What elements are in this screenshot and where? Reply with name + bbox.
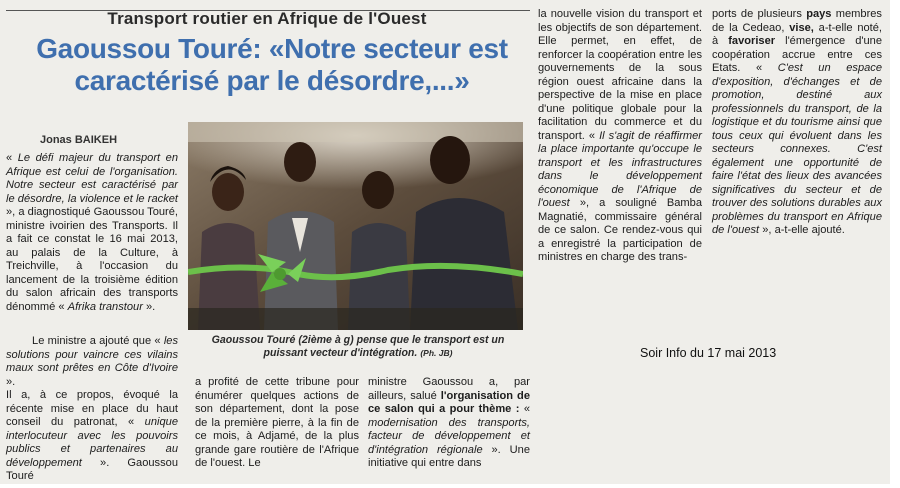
text-run: a-t-elle noté, à: [712, 21, 882, 47]
paragraph: [6, 389, 178, 484]
text-run: l'émergence d'une coopération accrue entre ces Etats. «: [712, 35, 882, 74]
article-column-1: [6, 152, 178, 314]
text-run: «: [6, 152, 18, 164]
paragraph: [712, 8, 882, 238]
paragraph: [6, 335, 178, 389]
quote-run: modernisation des transports, facteur de développement et d'intégration régionale: [368, 416, 530, 456]
quote-run: Le défi majeur du transport en Afrique est celui de l'organisation. Notre secteur est caractérisé par le désordre, la violence et le racket: [6, 152, 178, 205]
ceiling: [188, 122, 523, 142]
text-run: ministre Gaoussou a, par ailleurs, salué: [368, 376, 530, 402]
text-run: Il a, à ce propos, évoqué la récente mise en place du haut conseil du patronat, «: [6, 389, 178, 428]
text-run: ». Gaoussou Touré: [6, 456, 178, 482]
paragraph: a profité de cette tribune pour énumérer quelques actions de son département, dont la pose de la première pierre, à la fin de ce mois, à Adjamé, de la plus grande gare routière de l'Afrique de l'ouest. Le: [195, 376, 359, 469]
quote-run: C'est un espace d'exposition, d'échanges et de promotion, destiné aux professionnels du transport, de la logistique et du tourisme ainsi que tous ceux qui évoluent dans les secteurs connexes. C'est également une opportunité de faire l'état des lieux des avancées significatives du secteur et de trouver des solutions durables aux problèmes du transport en Afrique de l'ouest: [712, 62, 882, 236]
text-run: ».: [6, 375, 16, 388]
text-run: », a souligné Bamba Magnatié, commissaire général de ce salon. Ce rendez-vous qui a enregistré la participation de ministres en charge des trans-: [538, 197, 702, 263]
article-column-2: [195, 376, 359, 471]
article-column-5: [712, 8, 882, 238]
bold-run: l'organisation de ce salon qui a pour thème :: [368, 389, 530, 415]
ribbon-cutting-photo: [188, 122, 523, 330]
headline-line-1: Gaoussou Touré: «Notre secteur est: [36, 33, 508, 64]
photo-credit: (Ph. JB): [420, 348, 453, 358]
bold-run: favoriser: [728, 35, 776, 47]
quote-run: Afrika transtour: [67, 300, 143, 313]
paragraph: [6, 152, 178, 314]
text-run: Le ministre a ajouté que «: [32, 335, 164, 347]
foreground-shadow: [188, 308, 523, 330]
text-run: la nouvelle vision du transport et les objectifs de son département. Elle permet, en effet, de renforcer la coopération entre les gouvernements de la sous région ouest africaine dans la perspective de la mise en place d'une politique globale pour la facilitation du commerce et du transport. «: [538, 8, 702, 142]
photo-caption: [190, 334, 526, 360]
quote-run: unique interlocuteur avec les pouvoirs publics et partenaires au développement: [6, 416, 178, 469]
article-photo: [188, 122, 523, 330]
text-run: », a-t-elle ajouté.: [759, 224, 845, 236]
byline: Jonas BAIKEH: [40, 134, 118, 146]
text-run: ». Une initiative qui entre dans: [368, 443, 530, 469]
article-kicker: Transport routier en Afrique de l'Ouest: [107, 9, 427, 28]
article-headline: [12, 33, 532, 97]
caption-text: Gaoussou Touré (2ième à g) pense que le transport est un puissant vecteur d'intégration.: [211, 334, 505, 359]
headline-line-2: caractérisé par le désordre,...»: [74, 65, 470, 96]
text-run: membres de la Cedeao,: [712, 8, 882, 34]
quote-run: les solutions pour vaincre ces vilains maux sont prêtes en Côte d'Ivoire: [6, 335, 178, 374]
text-run: », a diagnostiqué Gaoussou Touré, ministre ivoirien des Transports. Il a fait ce constat le 16 mai 2013, au palais de la Culture, à Treichville, à l'occasion du lancement de la troisième édition du salon africain des transports dénommé «: [6, 206, 178, 313]
quote-run: Il s'agit de réaffirmer la place importante qu'occupe le transport et les infrastructures dans le développement économique de l'Afrique de l'ouest: [538, 129, 702, 209]
paragraph: [538, 8, 702, 265]
article-column-4: [538, 8, 702, 265]
source-label: Soir Info du 17 mai 2013: [640, 346, 777, 360]
article-column-1-continued: [6, 335, 178, 484]
paragraph: [368, 376, 530, 471]
bold-run: pays: [806, 8, 832, 20]
article-column-3: [368, 376, 530, 471]
bold-run: vise,: [789, 21, 814, 34]
text-run: ».: [142, 300, 156, 313]
text-run: ports de plusieurs: [712, 8, 807, 20]
text-run: «: [519, 403, 530, 415]
